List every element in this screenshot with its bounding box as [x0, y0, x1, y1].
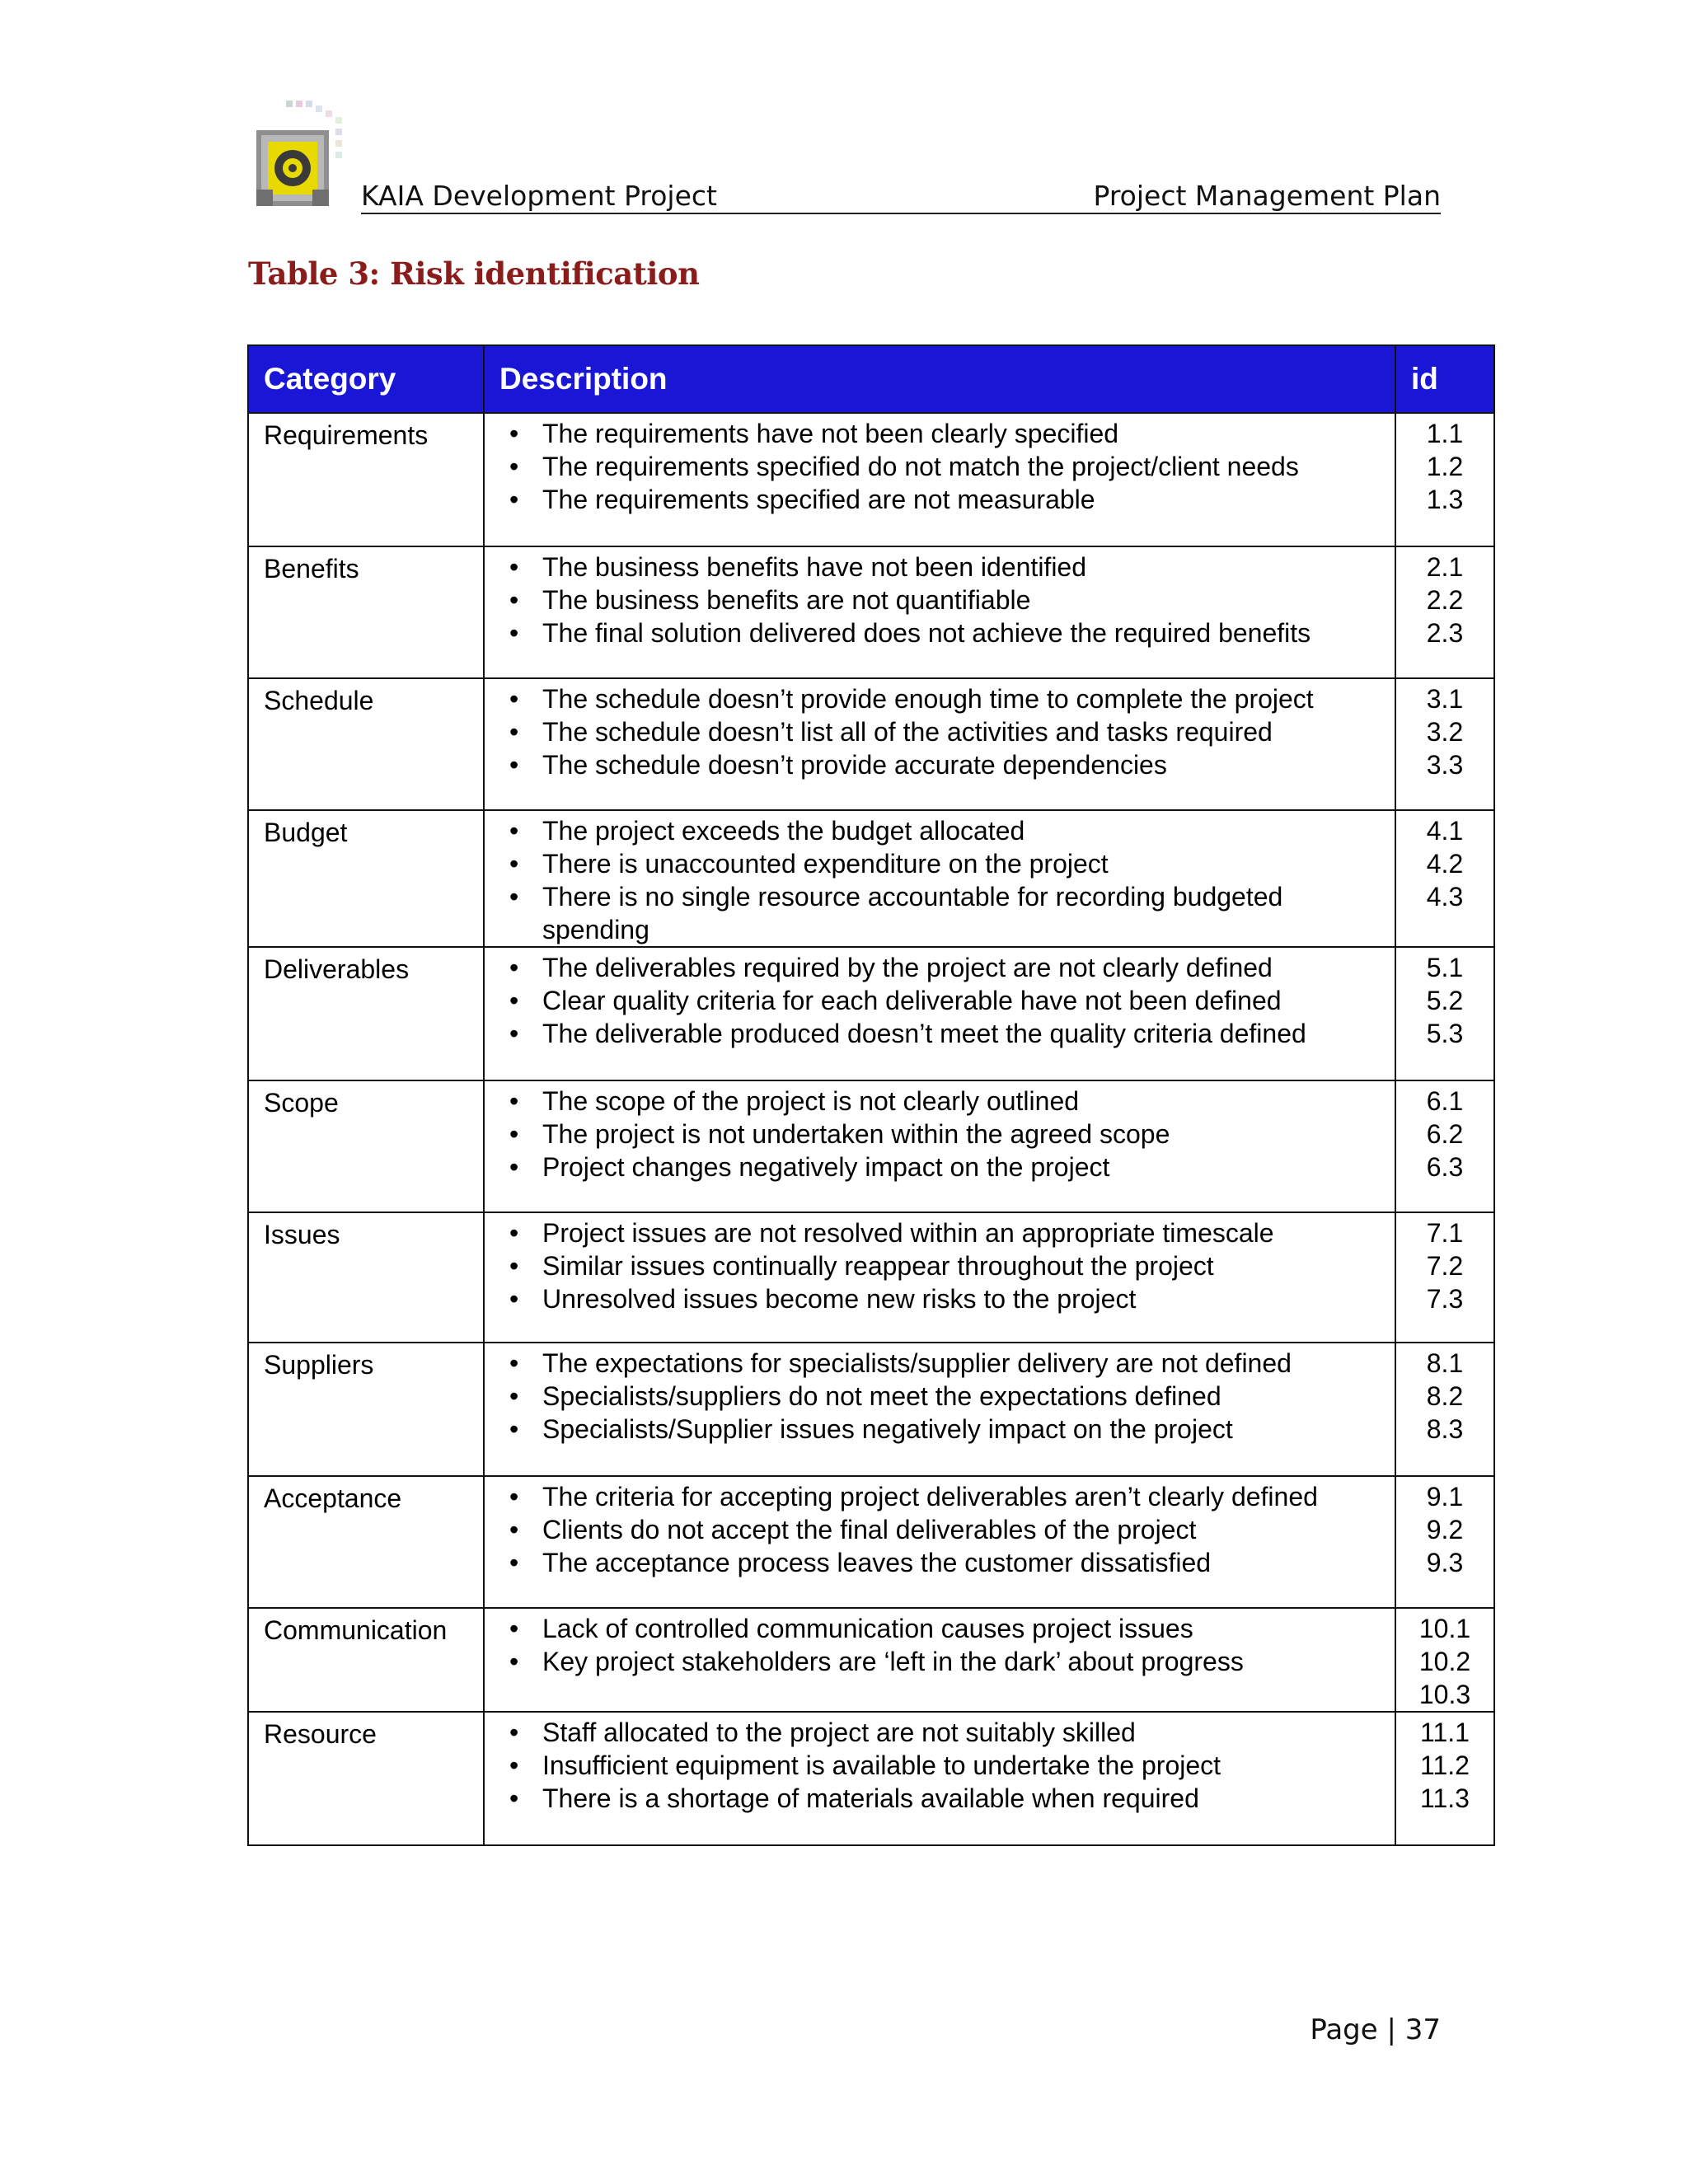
risk-id: 2.1 [1426, 552, 1464, 582]
risk-id: 10.3 [1418, 1680, 1471, 1709]
table-row [248, 810, 1494, 947]
risk-description-item: • The project is not undertaken within the agreed scope [503, 1118, 1386, 1151]
kaia-logo [253, 97, 360, 209]
risk-id: 9.3 [1426, 1548, 1464, 1577]
description-cell [484, 810, 1395, 947]
risk-description-item: • The scope of the project is not clearly outlined [503, 1085, 1386, 1118]
description-cell [484, 546, 1395, 678]
header-document-name: Project Management Plan [1093, 180, 1441, 212]
risk-id: 4.2 [1426, 849, 1464, 879]
risk-bullet-list [503, 1480, 1386, 1579]
risk-bullet-list [503, 814, 1386, 946]
risk-id: 8.1 [1426, 1348, 1464, 1378]
table-row [248, 1343, 1494, 1476]
risk-id: 5.3 [1426, 1019, 1464, 1048]
risk-id: 10.1 [1418, 1614, 1471, 1643]
risk-id: 9.1 [1426, 1482, 1464, 1511]
table-title: Table 3: Risk identification [248, 255, 700, 292]
description-cell [484, 1080, 1395, 1212]
risk-description-item: • The criteria for accepting project deliverables aren’t clearly defined [503, 1480, 1386, 1513]
risk-id: 11.2 [1420, 1750, 1470, 1780]
risk-id: 1.2 [1426, 452, 1464, 481]
risk-bullet-list [503, 1085, 1386, 1183]
description-cell [484, 1712, 1395, 1845]
risk-id: 3.3 [1426, 750, 1464, 780]
risk-description-item: • There is no single resource accountable for recording budgeted spending [503, 880, 1386, 946]
risk-description-item: • Unresolved issues become new risks to the project [503, 1282, 1386, 1315]
risk-id: 11.1 [1420, 1718, 1470, 1747]
risk-description-item: • The business benefits have not been identified [503, 551, 1386, 583]
header-project-name: KAIA Development Project [361, 180, 717, 212]
column-header-description: Description [484, 345, 1395, 413]
risk-id: 2.3 [1426, 618, 1464, 648]
risk-description-item: • Specialists/suppliers do not meet the expectations defined [503, 1380, 1386, 1413]
description-cell [484, 1608, 1395, 1712]
description-cell [484, 678, 1395, 810]
column-header-category: Category [248, 345, 484, 413]
category-cell: Deliverables [248, 947, 484, 1080]
risk-description-item: • The project exceeds the budget allocated [503, 814, 1386, 847]
risk-description-item: • The schedule doesn’t provide enough time to complete the project [503, 682, 1386, 715]
id-cell [1395, 546, 1494, 678]
risk-description-item: • The schedule doesn’t list all of the activities and tasks required [503, 715, 1386, 748]
risk-id: 8.2 [1426, 1381, 1464, 1411]
risk-description-item: • The schedule doesn’t provide accurate dependencies [503, 748, 1386, 781]
id-cell [1395, 678, 1494, 810]
risk-description-item: • The business benefits are not quantifiable [503, 583, 1386, 616]
risk-description-item: • Specialists/Supplier issues negatively impact on the project [503, 1413, 1386, 1446]
risk-id: 10.2 [1418, 1647, 1471, 1676]
risk-description-item: • The deliverables required by the project are not clearly defined [503, 951, 1386, 984]
risk-id: 4.1 [1426, 816, 1464, 846]
risk-id: 7.3 [1426, 1284, 1464, 1314]
category-cell: Requirements [248, 413, 484, 546]
risk-description-item: • Similar issues continually reappear throughout the project [503, 1249, 1386, 1282]
risk-id: 6.2 [1426, 1119, 1464, 1149]
risk-description-item: • The expectations for specialists/supplier delivery are not defined [503, 1347, 1386, 1380]
description-cell [484, 1343, 1395, 1476]
table-row [248, 1476, 1494, 1608]
risk-description-item: • The requirements specified do not match the project/client needs [503, 450, 1386, 483]
description-cell [484, 947, 1395, 1080]
risk-id: 9.2 [1426, 1515, 1464, 1544]
risk-id: 4.3 [1426, 882, 1464, 912]
risk-id: 1.3 [1426, 485, 1464, 514]
risk-description-item: • Clients do not accept the final deliverables of the project [503, 1513, 1386, 1546]
risk-bullet-list [503, 551, 1386, 649]
id-cell [1395, 1712, 1494, 1845]
category-cell: Communication [248, 1608, 484, 1712]
risk-id: 5.2 [1426, 986, 1464, 1015]
table-row [248, 1080, 1494, 1212]
risk-bullet-list [503, 1612, 1386, 1678]
risk-description-item: • Staff allocated to the project are not suitably skilled [503, 1716, 1386, 1749]
risk-description-item: • Clear quality criteria for each deliverable have not been defined [503, 984, 1386, 1017]
risk-identification-table [247, 344, 1495, 1846]
risk-description-item: • Project issues are not resolved within an appropriate timescale [503, 1216, 1386, 1249]
description-cell [484, 1212, 1395, 1343]
risk-id: 8.3 [1426, 1414, 1464, 1444]
risk-description-item: • The requirements have not been clearly specified [503, 417, 1386, 450]
category-cell: Schedule [248, 678, 484, 810]
id-cell [1395, 810, 1494, 947]
risk-description-item: • The final solution delivered does not achieve the required benefits [503, 616, 1386, 649]
risk-bullet-list [503, 1216, 1386, 1315]
risk-description-item: • The acceptance process leaves the customer dissatisfied [503, 1546, 1386, 1579]
risk-id: 3.1 [1426, 684, 1464, 714]
description-cell [484, 1476, 1395, 1608]
risk-description-item: • Insufficient equipment is available to undertake the project [503, 1749, 1386, 1782]
risk-description-item: • The requirements specified are not measurable [503, 483, 1386, 516]
risk-id: 6.1 [1426, 1086, 1464, 1116]
table-row [248, 678, 1494, 810]
risk-id: 7.1 [1426, 1218, 1464, 1248]
risk-id: 1.1 [1426, 419, 1464, 448]
risk-id: 3.2 [1426, 717, 1464, 747]
category-cell: Resource [248, 1712, 484, 1845]
table-row [248, 413, 1494, 546]
id-cell [1395, 1608, 1494, 1712]
risk-description-item: • Lack of controlled communication causes project issues [503, 1612, 1386, 1645]
id-cell [1395, 947, 1494, 1080]
category-cell: Suppliers [248, 1343, 484, 1476]
id-cell [1395, 413, 1494, 546]
table-row [248, 546, 1494, 678]
id-cell [1395, 1212, 1494, 1343]
category-cell: Acceptance [248, 1476, 484, 1608]
category-cell: Benefits [248, 546, 484, 678]
header-rule [361, 213, 1441, 214]
table-header-row [248, 345, 1494, 413]
id-cell [1395, 1080, 1494, 1212]
page-number: Page | 37 [1310, 2013, 1441, 2046]
table-row [248, 1212, 1494, 1343]
category-cell: Budget [248, 810, 484, 947]
description-cell [484, 413, 1395, 546]
risk-id: 6.3 [1426, 1152, 1464, 1182]
category-cell: Scope [248, 1080, 484, 1212]
risk-id: 7.2 [1426, 1251, 1464, 1281]
id-cell [1395, 1343, 1494, 1476]
risk-description-item: • There is a shortage of materials available when required [503, 1782, 1386, 1815]
risk-id: 5.1 [1426, 953, 1464, 982]
category-cell: Issues [248, 1212, 484, 1343]
risk-bullet-list [503, 417, 1386, 516]
table-row [248, 1712, 1494, 1845]
risk-id: 2.2 [1426, 585, 1464, 615]
column-header-id: id [1395, 345, 1494, 413]
risk-description-item: • Project changes negatively impact on the project [503, 1151, 1386, 1183]
id-cell [1395, 1476, 1494, 1608]
risk-bullet-list [503, 1716, 1386, 1815]
risk-description-item: • The deliverable produced doesn’t meet the quality criteria defined [503, 1017, 1386, 1050]
risk-bullet-list [503, 1347, 1386, 1446]
risk-id: 11.3 [1420, 1783, 1470, 1813]
risk-description-item: • There is unaccounted expenditure on the project [503, 847, 1386, 880]
risk-description-item: • Key project stakeholders are ‘left in the dark’ about progress [503, 1645, 1386, 1678]
risk-bullet-list [503, 951, 1386, 1050]
table-row [248, 947, 1494, 1080]
table-row [248, 1608, 1494, 1712]
risk-bullet-list [503, 682, 1386, 781]
